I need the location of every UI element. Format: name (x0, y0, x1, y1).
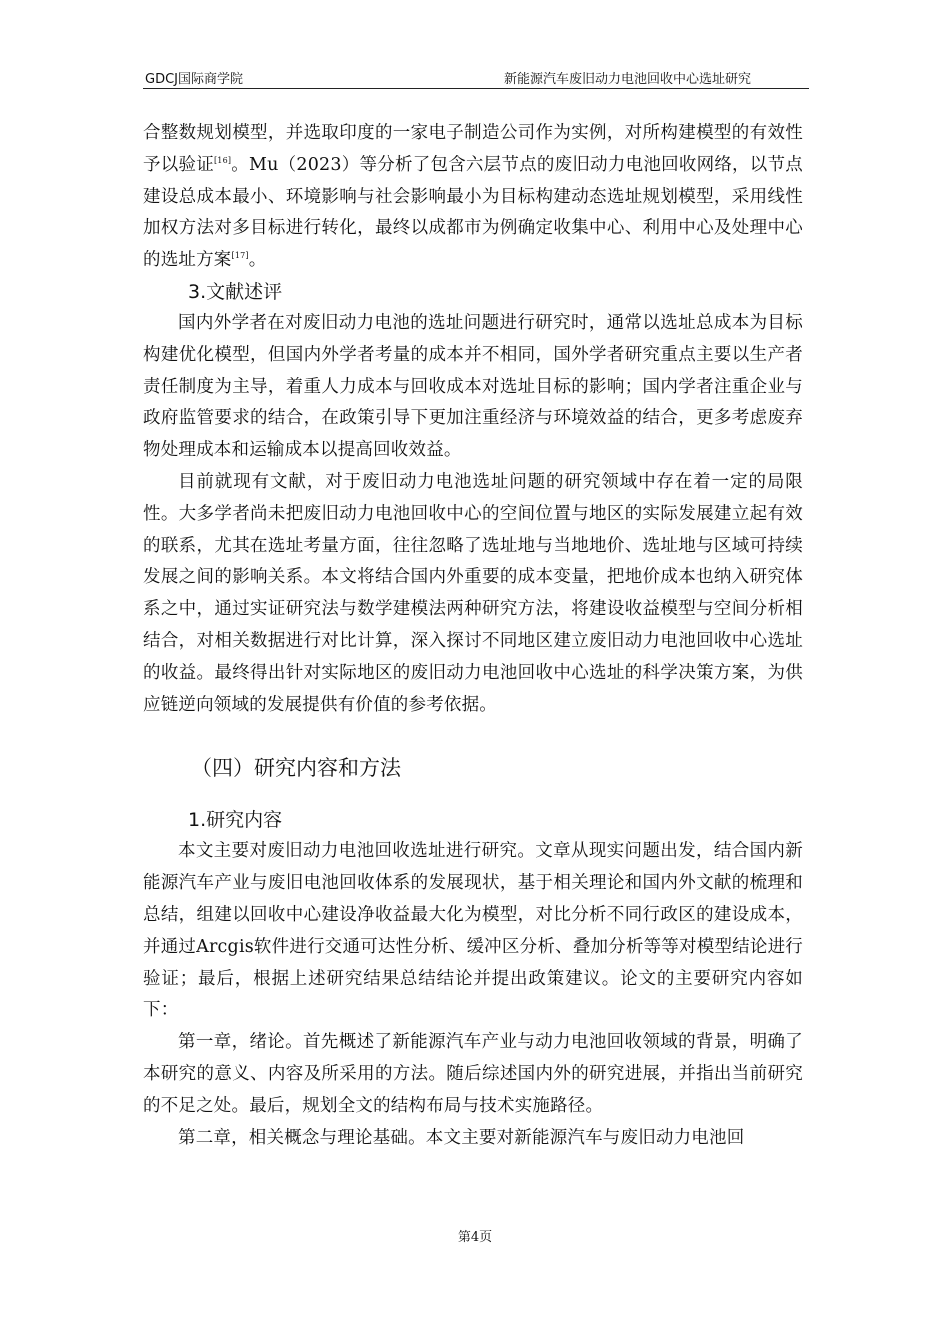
citation-16: [16] (213, 155, 232, 165)
heading-literature-review: 3.文献述评 (188, 280, 283, 303)
header-institution: GDCJ国际商学院 (145, 72, 243, 87)
paragraph-literature-continued (143, 118, 803, 277)
paragraph-chapter-2: 第二章，相关概念与理论基础。本文主要对新能源汽车与废旧动力电池回 (178, 1127, 745, 1148)
heading-research-content-methods: （四）研究内容和方法 (191, 756, 401, 781)
para1-text-b: 。Mu（2023）等分析了包含六层节点的废旧动力电池回收网络，以节点建设总成本最小、环境影响与社会影响最小为目标构建动态选址规划模型，采用线性加权方法对多目标进行转化，最终以成都市为例确定收集中心、利用中心及处理中心的选址方案 (143, 154, 803, 271)
heading-research-content: 1.研究内容 (188, 809, 283, 832)
paragraph-research-content: 本文主要对废旧动力电池回收选址进行研究。文章从现实问题出发，结合国内新能源汽车产业与废旧电池回收体系的发展现状，基于相关理论和国内外文献的梳理和总结，组建以回收中心建设净收益最大化为模型，对比分析不同行政区的建设成本，并通过Arcgis软件进行交通可达性分析、缓冲区分析、叠加分析等等对模型结论进行验证；最后，根据上述研究结果总结结论并提出政策建议。论文的主要研究内容如下： (143, 841, 803, 1021)
paragraph-review-1: 国内外学者在对废旧动力电池的选址问题进行研究时，通常以选址总成本为目标构建优化模型，但国内外学者考量的成本并不相同，国外学者研究重点主要以生产者责任制度为主导，着重人力成本与回收成本对选址目标的影响；国内学者注重企业与政府监管要求的结合，在政策引导下更加注重经济与环境效益的结合，更多考虑废弃物处理成本和运输成本以提高回收效益。 (143, 312, 803, 461)
citation-17: [17] (231, 251, 249, 261)
page-number: 第4页 (457, 1230, 493, 1245)
paragraph-review-2: 目前就现有文献，对于废旧动力电池选址问题的研究领域中存在着一定的局限性。大多学者尚未把废旧动力电池回收中心的空间位置与地区的实际发展建立起有效的联系，尤其在选址考量方面，往往忽略了选址地与当地地价、选址地与区域可持续发展之间的影响关系。本文将结合国内外重要的成本变量，把地价成本也纳入研究体系之中，通过实证研究法与数学建模法两种研究方法，将建设收益模型与空间分析相结合，对相关数据进行对比计算，深入探讨不同地区建立废旧动力电池回收中心选址的收益。最终得出针对实际地区的废旧动力电池回收中心选址的科学决策方案，为供应链逆向领域的发展提供有价值的参考依据。 (143, 471, 803, 715)
page-body (143, 118, 803, 1154)
para1-text-a: 合整数规划模型，并选取印度的一家电子制造公司作为实例，对所构建模型的有效性予以验证 (143, 123, 803, 175)
page-header (143, 66, 809, 89)
header-thesis-title: 新能源汽车废旧动力电池回收中心选址研究 (503, 72, 751, 87)
paragraph-chapter-1: 第一章，绪论。首先概述了新能源汽车产业与动力电池回收领域的背景，明确了本研究的意义、内容及所采用的方法。随后综述国内外的研究进展，并指出当前研究的不足之处。最后，规划全文的结构布局与技术实施路径。 (143, 1032, 803, 1116)
para1-text-c: 。 (248, 250, 267, 271)
